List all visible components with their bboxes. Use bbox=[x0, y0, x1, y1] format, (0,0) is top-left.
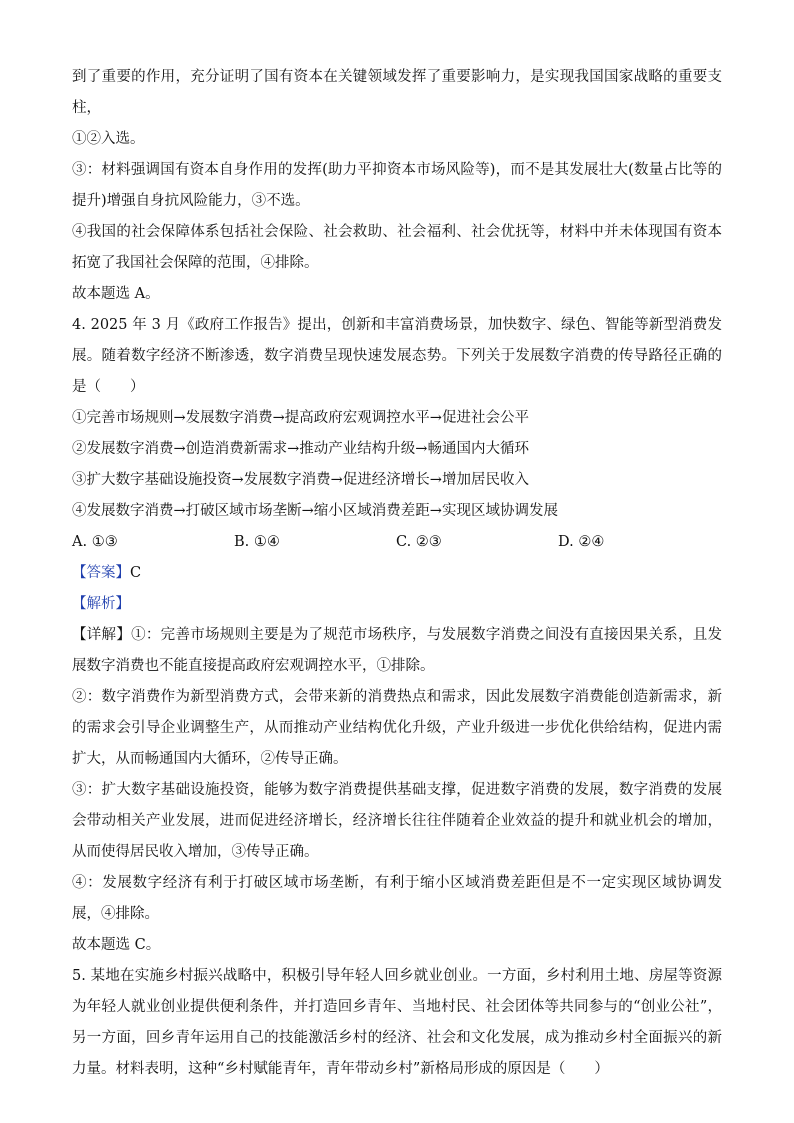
q4-conclusion: 故本题选 C。 bbox=[72, 937, 161, 953]
document-page bbox=[72, 62, 722, 1085]
q4-statement-3: ③扩大数字基础设施投资→发展数字消费→促进经济增长→增加居民收入 bbox=[72, 472, 529, 488]
q4-analysis-3: ③：扩大数字基础设施投资，能够为数字消费提供基础支撑，促进数字消费的发展，数字消费的发展会带动相关产业发展，进而促进经济增长，经济增长往往伴随着企业效益的提升和就业机会的增加，从而使得居民收入增加，③传导正确。 bbox=[72, 782, 722, 860]
q4-analysis-4: ④：发展数字经济有利于打破区域市场垄断，有利于缩小区域消费差距但是不一定实现区域协调发展，④排除。 bbox=[72, 875, 722, 922]
answer-tag: 【答案】 bbox=[72, 565, 130, 581]
q4-option-c: C. ②③ bbox=[396, 534, 442, 550]
prev-analysis-line1: 到了重要的作用，充分证明了国有资本在关键领域发挥了重要影响力，是实现我国国家战略的重要支柱， bbox=[72, 69, 722, 116]
q4-statement-1: ①完善市场规则→发展数字消费→提高政府宏观调控水平→促进社会公平 bbox=[72, 410, 529, 426]
prev-analysis-item3: ③：材料强调国有资本自身作用的发挥(助力平抑资本市场风险等)，而不是其发展壮大(数量占比等的提升)增强自身抗风险能力，③不选。 bbox=[72, 162, 722, 209]
q4-analysis-2: ②：数字消费作为新型消费方式，会带来新的消费热点和需求，因此发展数字消费能创造新需求，新的需求会引导企业调整生产，从而推动产业结构优化升级，产业升级进一步优化供给结构，促进内需扩大，从而畅通国内大循环，②传导正确。 bbox=[72, 689, 722, 767]
q4-options bbox=[72, 527, 722, 558]
q4-statement-4: ④发展数字消费→打破区域市场垄断→缩小区域消费差距→实现区域协调发展 bbox=[72, 503, 558, 519]
prev-conclusion: 故本题选 A。 bbox=[72, 286, 160, 302]
q4-analysis-1-text: ①：完善市场规则主要是为了规范市场秩序，与发展数字消费之间没有直接因果关系，且发展数字消费也不能直接提高政府宏观调控水平，①排除。 bbox=[72, 627, 723, 674]
analysis-tag: 【解析】 bbox=[72, 596, 130, 612]
q4-option-d: D. ②④ bbox=[558, 534, 605, 550]
q5-stem: 5. 某地在实施乡村振兴战略中，积极引导年轻人回乡就业创业。一方面，乡村利用土地、房屋等资源为年轻人就业创业提供便利条件，并打造回乡青年、当地村民、社会团体等共同参与的“创业公社”，另一方面，回乡青年运用自己的技能激活乡村的经济、社会和文化发展，成为推动乡村全面振兴的新力量。材料表明，这种“乡村赋能青年，青年带动乡村”新格局形成的原因是（ ） bbox=[72, 968, 722, 1077]
q4-option-b: B. ①④ bbox=[234, 534, 280, 550]
answer-value: C bbox=[130, 565, 142, 581]
prev-analysis-line2: ①②入选。 bbox=[72, 131, 145, 147]
detail-tag: 【详解】 bbox=[72, 627, 132, 643]
q4-statement-2: ②发展数字消费→创造消费新需求→推动产业结构升级→畅通国内大循环 bbox=[72, 441, 529, 457]
q4-analysis-1 bbox=[72, 620, 722, 682]
q4-option-a: A. ①③ bbox=[72, 534, 118, 550]
q4-answer bbox=[72, 558, 722, 589]
q4-stem: 4. 2025 年 3 月《政府工作报告》提出，创新和丰富消费场景，加快数字、绿色、智能等新型消费发展。随着数字经济不断渗透，数字消费呈现快速发展态势。下列关于发展数字消费的传导路径正确的是（ ） bbox=[72, 317, 722, 395]
prev-analysis-item4: ④我国的社会保障体系包括社会保险、社会救助、社会福利、社会优抚等，材料中并未体现国有资本拓宽了我国社会保障的范围，④排除。 bbox=[72, 224, 722, 271]
q4-analysis-heading bbox=[72, 589, 722, 620]
